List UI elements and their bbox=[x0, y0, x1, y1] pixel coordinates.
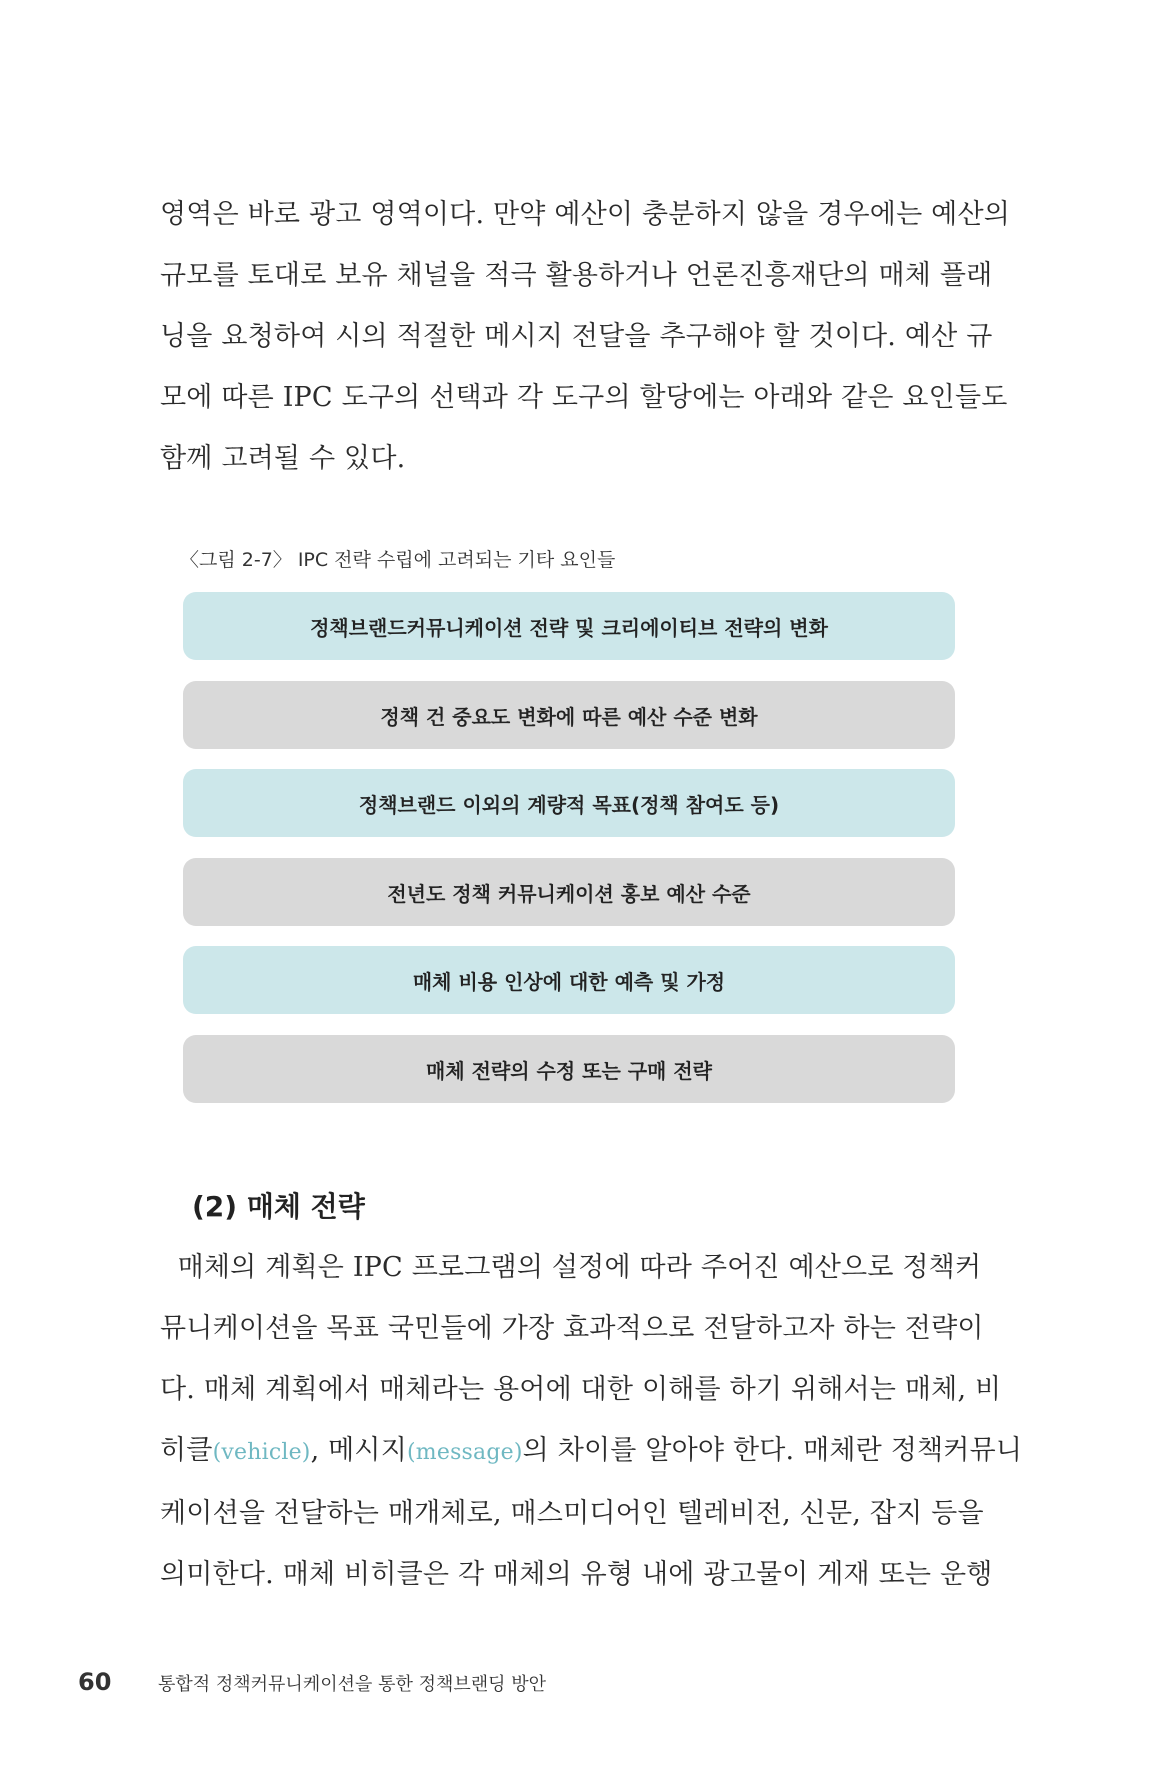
body-line-text: 매체의 계획은 IPC 프로그램의 설정에 따라 주어진 예산으로 정책커 bbox=[160, 1252, 982, 1283]
intro-line: 함께 고려될 수 있다. bbox=[160, 443, 406, 474]
factor-box: 전년도 정책 커뮤니케이션 홍보 예산 수준 bbox=[183, 858, 955, 926]
factor-box: 정책브랜드 이외의 계량적 목표(정책 참여도 등) bbox=[183, 769, 955, 837]
body-line: 뮤니케이션을 목표 국민들에 가장 효과적으로 전달하고자 하는 전략이 bbox=[160, 1313, 984, 1344]
page-number: 60 bbox=[78, 1668, 112, 1696]
figure-caption: 〈그림 2-7〉 IPC 전략 수립에 고려되는 기타 요인들 bbox=[180, 549, 616, 571]
body-line: 의미한다. 매체 비히클은 각 매체의 유형 내에 광고물이 게재 또는 운행 bbox=[160, 1559, 993, 1590]
factor-box: 매체 전략의 수정 또는 구매 전략 bbox=[183, 1035, 955, 1103]
intro-line: 영역은 바로 광고 영역이다. 만약 예산이 충분하지 않을 경우에는 예산의 bbox=[160, 199, 1011, 230]
intro-line: 닝을 요청하여 시의 적절한 메시지 전달을 추구해야 할 것이다. 예산 규 bbox=[160, 321, 993, 352]
intro-line: 모에 따른 IPC 도구의 선택과 각 도구의 할당에는 아래와 같은 요인들도 bbox=[160, 382, 1008, 413]
intro-paragraph bbox=[160, 184, 1011, 489]
book-title: 통합적 정책커뮤니케이션을 통한 정책브랜딩 방안 bbox=[158, 1674, 547, 1695]
body-line bbox=[160, 1420, 1023, 1483]
body-text: 의 차이를 알아야 한다. 매체란 정책커뮤니 bbox=[522, 1435, 1023, 1466]
body-text: , 메시지 bbox=[310, 1435, 407, 1466]
body-line: 케이션을 전달하는 매개체로, 매스미디어인 텔레비전, 신문, 잡지 등을 bbox=[160, 1498, 984, 1529]
factor-box: 정책 건 중요도 변화에 따른 예산 수준 변화 bbox=[183, 681, 955, 749]
intro-line: 규모를 토대로 보유 채널을 적극 활용하거나 언론진흥재단의 매체 플래 bbox=[160, 260, 993, 291]
factor-box: 매체 비용 인상에 대한 예측 및 가정 bbox=[183, 946, 955, 1014]
page-footer bbox=[78, 1668, 546, 1696]
media-strategy-paragraph bbox=[160, 1237, 1023, 1605]
term-vehicle: (vehicle) bbox=[212, 1440, 311, 1465]
body-line bbox=[160, 1237, 980, 1298]
body-text: 히클 bbox=[160, 1435, 213, 1466]
factor-box: 정책브랜드커뮤니케이션 전략 및 크리에이티브 전략의 변화 bbox=[183, 592, 955, 660]
term-message: (message) bbox=[407, 1440, 523, 1465]
section-heading: (2) 매체 전략 bbox=[192, 1190, 365, 1223]
body-line: 다. 매체 계획에서 매체라는 용어에 대한 이해를 하기 위해서는 매체, 비 bbox=[160, 1374, 1002, 1405]
